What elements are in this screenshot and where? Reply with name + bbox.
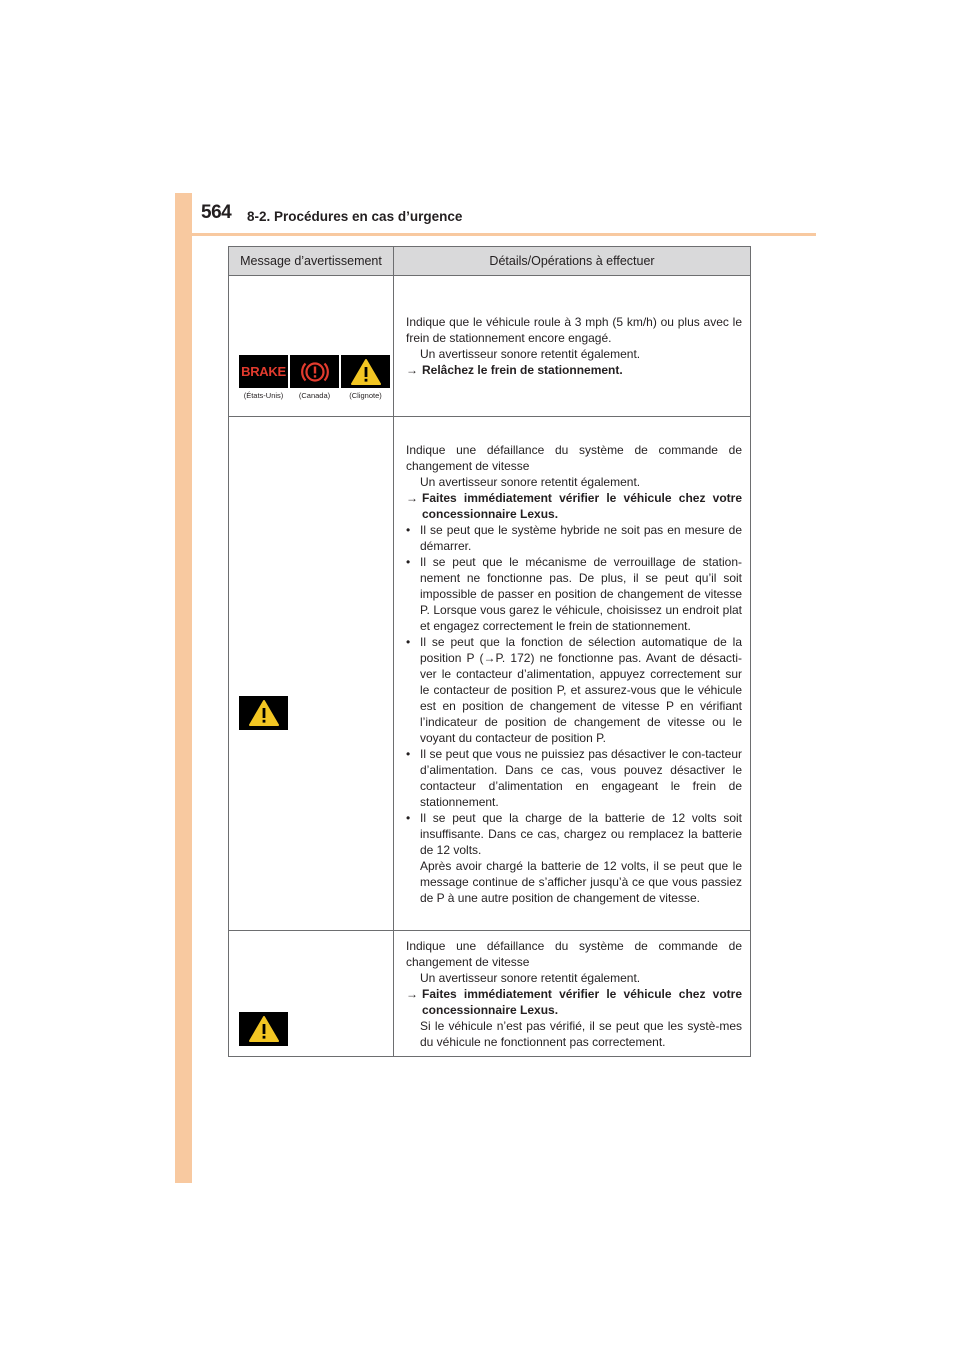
details-cell <box>394 276 751 417</box>
column-header-details: Détails/Opérations à effectuer <box>394 247 751 276</box>
parking-brake-icon <box>290 355 339 388</box>
section-title: 8-2. Procédures en cas d’urgence <box>247 209 463 224</box>
arrow-icon: → <box>406 363 418 377</box>
list-item: • Il se peut que la fonction de sélection automatique de la position P (→P. 172) ne fonctionne pas. Avant de désacti-ver le contacteur d’alimentation, appuyez correctement sur le contacteur de position P, et assurez-vous que le véhicule est en position de changement de vitesse P en vérifiant l’indicateur de position de changement de vitesse ou le voyant du contacteur de position P. <box>406 634 742 745</box>
message-cell <box>229 417 394 931</box>
continuation-text: Après avoir chargé la batterie de 12 volts, il se peut que le message continue de s’afficher jusqu’à ce que vous passiez de P à une autre position de changement de vitesse. <box>420 858 742 905</box>
buzzer-text: Un avertisseur sonore retentit également. <box>420 347 641 361</box>
side-accent-band <box>175 193 192 1183</box>
caption-usa: (États-Unis) <box>243 391 284 400</box>
header-rule <box>175 233 816 236</box>
table-row <box>229 276 751 417</box>
list-item: • Il se peut que le mécanisme de verrouillage de station-nement ne fonctionne pas. De plus, il se peut qu’il soit impossible de passer en position de changement de vitesse P. Lorsque vous garez le véhicule, choisissez un endroit plat et engagez correctement le frein de stationnement. <box>406 554 742 633</box>
details-cell <box>394 417 751 931</box>
message-cell <box>229 276 394 417</box>
page-number: 564 <box>201 202 232 223</box>
table-row <box>229 931 751 1057</box>
action-text: → Faites immédiatement vérifier le véhicule chez votre concessionnaire Lexus. <box>406 490 742 521</box>
action-text: → Faites immédiatement vérifier le véhicule chez votre concessionnaire Lexus. <box>406 986 742 1017</box>
buzzer-text: Un avertisseur sonore retentit également. <box>420 970 641 985</box>
brake-label: BRAKE <box>241 363 286 379</box>
master-warning-icon <box>239 1012 288 1046</box>
arrow-icon: → <box>406 986 418 1001</box>
message-cell <box>229 931 394 1057</box>
column-header-message: Message d’avertissement <box>229 247 394 276</box>
bullet-list <box>406 522 742 858</box>
master-warning-icon <box>239 696 288 730</box>
table-header-row <box>229 247 751 276</box>
consequence-text: Si le véhicule n’est pas vérifié, il se peut que les systè-mes du véhicule ne fonctionnent pas correctement. <box>420 1018 742 1049</box>
list-item: • Il se peut que la charge de la batterie de 12 volts soit insuffisante. Dans ce cas, chargez ou remplacez la batterie de 12 volts. <box>406 810 742 857</box>
list-item: • Il se peut que le système hybride ne soit pas en mesure de démarrer. <box>406 522 742 553</box>
caption-canada: (Canada) <box>298 391 331 400</box>
description-text: Indique une défaillance du système de commande de changement de vitesse <box>406 938 742 969</box>
arrow-icon: → <box>406 490 418 505</box>
buzzer-text: Un avertisseur sonore retentit également. <box>420 474 641 489</box>
details-cell <box>394 931 751 1057</box>
brake-warning-icon <box>239 355 288 388</box>
description-text: Indique que le véhicule roule à 3 mph (5 km/h) ou plus avec le frein de stationnement encore engagé. <box>406 315 742 345</box>
table-row <box>229 417 751 931</box>
list-item: • Il se peut que vous ne puissiez pas désactiver le con-tacteur d’alimentation. Dans ce cas, vous pouvez désactiver le contacteur d’alimentation en engageant le frein de stationnement. <box>406 746 742 809</box>
indicator-group <box>239 355 390 400</box>
warning-table <box>228 246 751 1057</box>
caption-flashing: (Clignote) <box>349 391 382 400</box>
master-warning-icon <box>341 355 390 388</box>
action-text: → Relâchez le frein de stationnement. <box>406 363 623 377</box>
description-text: Indique une défaillance du système de commande de changement de vitesse <box>406 442 742 473</box>
